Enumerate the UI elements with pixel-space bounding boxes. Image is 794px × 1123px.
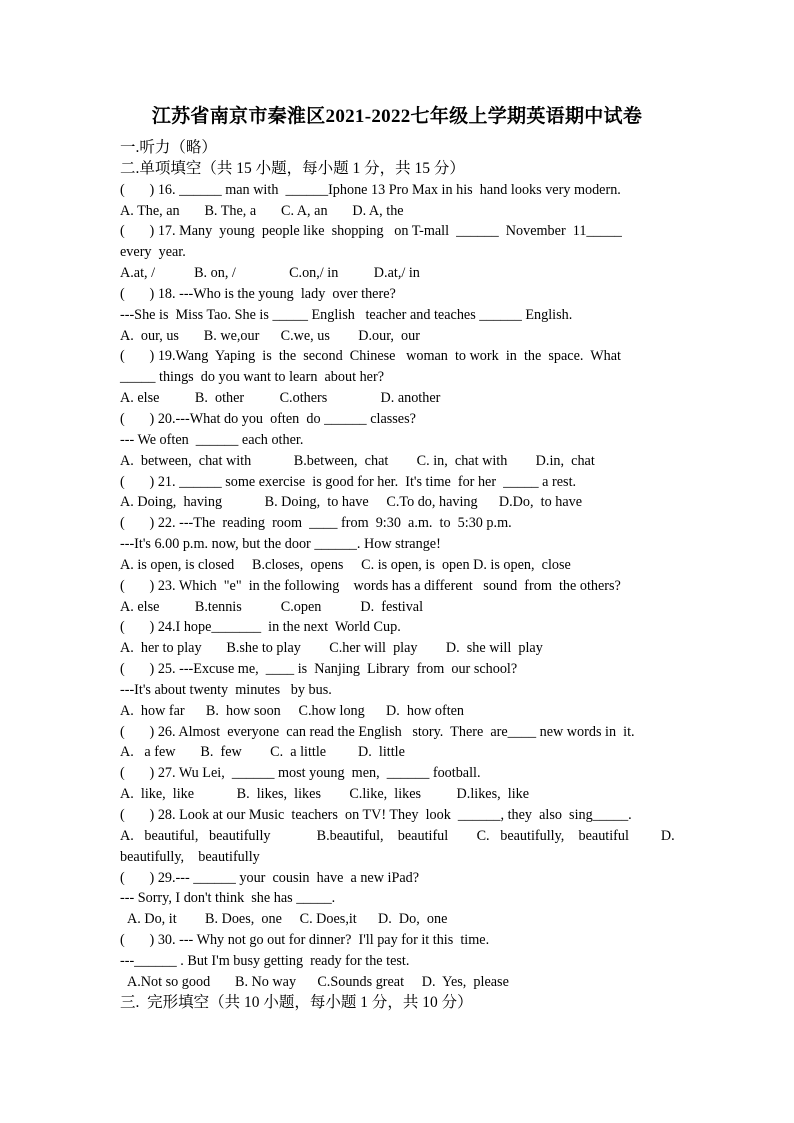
text-line: A. else B. other C.others D. another	[120, 390, 441, 407]
text-line: beautifully, beautifully	[120, 848, 260, 865]
text-line: ---______ . But I'm busy getting ready for the test.	[120, 952, 410, 969]
text-line: ---She is Miss Tao. She is _____ English teacher and teaches ______ English.	[120, 306, 573, 323]
exam-title: 江苏省南京市秦淮区2021-2022七年级上学期英语期中试卷	[151, 106, 643, 127]
text-line: A. else B.tennis C.open D. festival	[120, 598, 424, 615]
text-line: A. our, us B. we,our C.we, us D.our, our	[120, 327, 420, 344]
section-heading: 二.单项填空（共 15 小题，每小题 1 分，共 15 分）	[120, 159, 465, 177]
text-line: ( ) 19.Wang Yaping is the second Chinese woman to work in the space. What	[120, 348, 621, 365]
text-line: ( ) 17. Many young people like shopping on T-mall ______ November 11_____	[120, 223, 622, 240]
text-line: ( ) 16. ______ man with ______Iphone 13 Pro Max in his hand looks very modern.	[120, 181, 621, 198]
text-line: ( ) 24.I hope_______ in the next World Cup.	[120, 619, 401, 636]
text-line: A. between, chat with B.between, chat C. in, chat with D.in, chat	[120, 452, 595, 469]
text-line: A. how far B. how soon C.how long D. how often	[120, 702, 465, 719]
text-line: ( ) 20.---What do you often do ______ classes?	[120, 410, 416, 427]
text-line: A. beautiful, beautifully B.beautiful, beautiful C. beautifully, beautiful D.	[120, 827, 675, 844]
text-line: --- We often ______ each other.	[120, 431, 304, 448]
text-line: ( ) 28. Look at our Music teachers on TV! They look ______, they also sing_____.	[120, 807, 632, 823]
section-heading: 一.听力（略）	[120, 139, 217, 156]
text-line: A. The, an B. The, a C. A, an D. A, the	[120, 202, 404, 219]
text-line: ( ) 29.--- ______ your cousin have a new iPad?	[120, 869, 420, 886]
text-line: ( ) 27. Wu Lei, ______ most young men, ______ football.	[120, 765, 481, 782]
text-line: A. like, like B. likes, likes C.like, likes D.likes, like	[120, 786, 530, 803]
section-heading: 三. 完形填空（共 10 小题，每小题 1 分，共 10 分）	[120, 993, 473, 1011]
text-line: A.at, / B. on, / C.on,/ in D.at,/ in	[120, 265, 420, 282]
text-line: ( ) 25. ---Excuse me, ____ is Nanjing Library from our school?	[120, 661, 518, 678]
text-line: ( ) 30. --- Why not go out for dinner? I'll pay for it this time.	[120, 932, 490, 949]
text-line: ---It's 6.00 p.m. now, but the door ______. How strange!	[120, 536, 441, 553]
text-line: ( ) 22. ---The reading room ____ from 9:30 a.m. to 5:30 p.m.	[120, 515, 512, 532]
text-line: ( ) 21. ______ some exercise is good for her. It's time for her _____ a rest.	[120, 473, 577, 490]
text-line: A.Not so good B. No way C.Sounds great D. Yes, please	[127, 973, 509, 990]
exam-body	[120, 138, 680, 1013]
text-line: A. her to play B.she to play C.her will play D. she will play	[120, 640, 543, 657]
text-line: ( ) 26. Almost everyone can read the English story. There are____ new words in it.	[120, 723, 635, 740]
text-line: ---It's about twenty minutes by bus.	[120, 681, 332, 698]
text-line: ( ) 23. Which "e" in the following words has a different sound from the others?	[120, 577, 621, 594]
text-line: A. is open, is closed B.closes, opens C. is open, is open D. is open, close	[120, 556, 571, 573]
text-line: A. Doing, having B. Doing, to have C.To do, having D.Do, to have	[120, 494, 583, 511]
text-line: ( ) 18. ---Who is the young lady over there?	[120, 285, 396, 302]
text-line: A. Do, it B. Does, one C. Does,it D. Do, one	[127, 911, 448, 928]
text-line: A. a few B. few C. a little D. little	[120, 744, 405, 761]
text-line: _____ things do you want to learn about her?	[120, 369, 384, 386]
text-line: every year.	[120, 244, 186, 261]
text-line: --- Sorry, I don't think she has _____.	[120, 890, 336, 907]
